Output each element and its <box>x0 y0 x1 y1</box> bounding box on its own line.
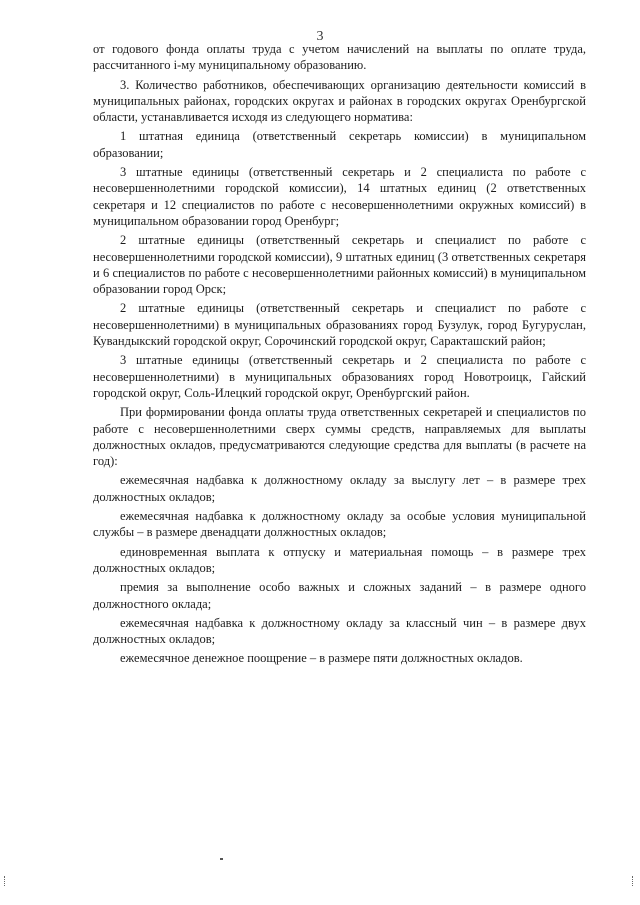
scan-artifact <box>4 876 7 886</box>
page-number: 3 <box>316 29 324 44</box>
paragraph: 2 штатные единицы (ответственный секретарь и специалист по работе с несовершеннолетними) в муниципальных образованиях город Бузулук, город Бугуруслан, Кувандыкский городской округ, Сорочинский городской округ, Саракташский район; <box>93 301 586 349</box>
scan-artifact <box>632 876 635 886</box>
paragraph: При формировании фонда оплаты труда ответственных секретарей и специалистов по работе с несовершеннолетними сверх суммы средств, направляемых для выплаты должностных окладов, предусматриваются следующие средства для выплаты (в расчете на год): <box>93 405 586 469</box>
document-body <box>93 41 586 667</box>
paragraph: 3 штатные единицы (ответственный секретарь и 2 специалиста по работе с несовершеннолетними городской комиссии), 14 штатных единиц (2 ответственных секретаря и 12 специалистов по работе с несовершеннолетними окружных комиссий) в муниципальном образовании город Оренбург; <box>93 165 586 228</box>
paragraph: от годового фонда оплаты труда с учетом начислений на выплаты по оплате труда, рассчитанного i-му муниципальному образованию. <box>93 42 586 73</box>
paragraph: премия за выполнение особо важных и сложных заданий – в размере одного должностного оклада; <box>93 580 586 611</box>
paragraph: 3. Количество работников, обеспечивающих организацию деятельности комиссий в муниципальных районах, городских округах и районах в городских округах Оренбургской области, устанавливается исходя из следующего норматива: <box>93 77 586 125</box>
paragraph: 1 штатная единица (ответственный секретарь комиссии) в муниципальном образовании; <box>93 129 586 160</box>
paragraph: ежемесячная надбавка к должностному окладу за особые условия муниципальной службы – в размере двенадцати должностных окладов; <box>93 509 586 540</box>
paragraph: ежемесячная надбавка к должностному окладу за классный чин – в размере двух должностных окладов; <box>93 615 586 647</box>
paragraph: единовременная выплата к отпуску и материальная помощь – в размере трех должностных окладов; <box>93 544 586 575</box>
paragraph: 3 штатные единицы (ответственный секретарь и 2 специалиста по работе с несовершеннолетними) в муниципальных образованиях город Новотроицк, Гайский городской округ, Соль-Илецкий городской округ, Оренбургский район. <box>93 353 586 400</box>
scan-artifact <box>220 858 223 860</box>
paragraph: ежемесячная надбавка к должностному окладу за выслугу лет – в размере трех должностных окладов; <box>93 473 586 504</box>
paragraph: ежемесячное денежное поощрение – в размере пяти должностных окладов. <box>120 651 523 666</box>
paragraph: 2 штатные единицы (ответственный секретарь и специалист по работе с несовершеннолетними городской комиссии), 9 штатных единиц (3 ответственных секретаря и 6 специалистов по работе с несовершеннолетними районных комиссий) в муниципальном образовании город Орск; <box>93 233 586 297</box>
